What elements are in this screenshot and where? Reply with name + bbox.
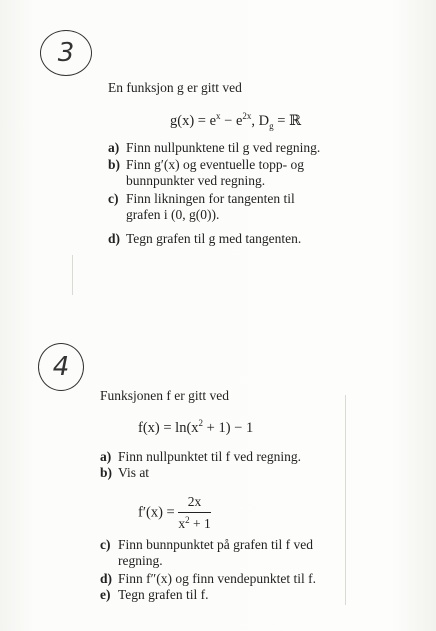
problem-3-formula: $g(x) = e^x - e^{2x}$, $D_g$ = ℝ [170, 111, 302, 131]
problem-4-formula: $f(x) = \ln(x^2 + 1) - 1$ [138, 418, 254, 436]
problem-4-task-c: c) Finn bunnpunktet på grafen til f ved regning. [100, 537, 313, 568]
page-edge-line [72, 255, 73, 295]
problem-3-task-d: d) Tegn grafen til g med tangenten. [108, 231, 302, 246]
problem-4-number-circle [38, 343, 84, 391]
problem-3-task-a: a) Finn nullpunktene til g ved regning. [108, 140, 321, 155]
problem-3-task-b: b) Finn g′(x) og eventuelle topp- og bunnpunkter ved regning. [108, 157, 305, 188]
problem-4-task-d: d) Finn f″(x) og finn vendepunktet til f. [100, 571, 316, 586]
problem-4-task-a: a) Finn nullpunktet til f ved regning. [100, 449, 301, 464]
problem-4-derivative-formula: f′(x) = $\frac{2x}{x^2 + 1}$ [138, 494, 211, 531]
problem-3-number-circle [40, 30, 92, 76]
problem-3-number: 3 [57, 38, 75, 68]
problem-4-intro: Funksjonen f er gitt ved [100, 388, 229, 403]
problem-4-number: 4 [52, 352, 70, 382]
derivative-fraction: $\frac{2x}{x^2 + 1}$ [178, 494, 211, 531]
problem-3-task-c: c) Finn likningen for tangenten til grafen i (0, g(0)). [108, 191, 295, 222]
problem-4-task-b: b) Vis at [100, 465, 150, 480]
problem-3-intro: En funksjon g er gitt ved [108, 80, 242, 95]
problem-4-task-e: e) Tegn grafen til f. [100, 587, 209, 602]
